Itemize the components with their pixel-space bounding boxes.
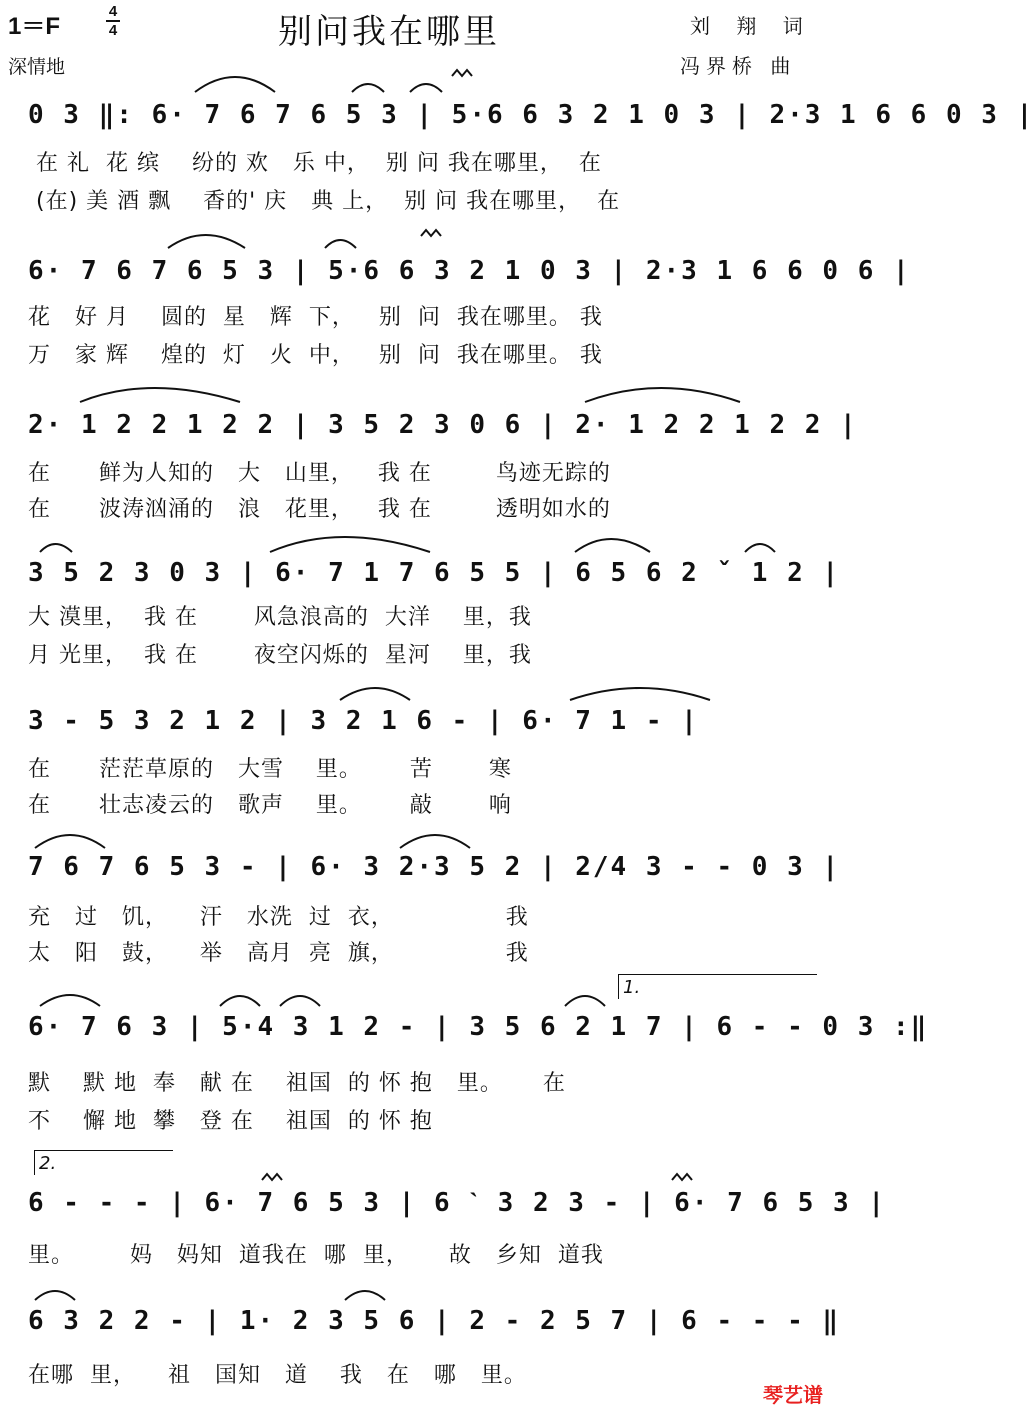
notation-line-9: 6 3 2 2 - | 1· 2 3 5 6 | 2 - 2 5 7 | 6 - - - ‖ (28, 1306, 841, 1336)
lyrics-line-4-verse-2: 月 光里， 我 在 夜空闪烁的 星河 里，我 (28, 643, 532, 668)
lyrics-line-4-verse-1: 大 漠里， 我 在 风急浪高的 大洋 里，我 (28, 605, 532, 630)
lyrics-line-6-verse-2: 太 阳 鼓， 举 高月 亮 旗， 我 (28, 941, 529, 966)
notation-line-5: 3 - 5 3 2 1 2 | 3 2 1 6 - | 6· 7 1 - | (28, 706, 699, 736)
lyrics-line-1-verse-1: 在 礼 花 缤 纷的 欢 乐 中， 别 问 我在哪里， 在 (28, 151, 602, 176)
lyrics-line-8: 里。 妈 妈知 道我在 哪 里， 故 乡知 道我 (28, 1243, 604, 1268)
notation-line-3: 2· 1 2 2 1 2 2 | 3 5 2 3 0 6 | 2· 1 2 2 1 2 2 | (28, 410, 858, 440)
lyrics-line-9: 在哪 里， 祖 国知 道 我 在 哪 里。 (28, 1363, 527, 1388)
notation-line-7: 6· 7 6 3 | 5·4 3 1 2 - | 3 5 6 2 1 7 | 6 - - 0 3 :‖ (28, 1012, 929, 1042)
notation-line-4: 3 5 2 3 0 3 | 6· 7 1 7 6 5 5 | 6 5 6 2 ˇ 1 2 | (28, 558, 841, 588)
lyrics-line-5-verse-2: 在 壮志凌云的 歌声 里。 敲 响 (28, 793, 512, 818)
lyrics-line-5-verse-1: 在 茫茫草原的 大雪 里。 苦 寒 (28, 757, 512, 782)
lyricist-credit: 刘 翔 词 (690, 14, 813, 38)
notation-line-1: 0 3 ‖: 6· 7 6 7 6 5 3 | 5·6 6 3 2 1 0 3 | 2·3 1 6 6 0 3 | (28, 100, 1034, 130)
composer-credit: 冯界桥 曲 (680, 54, 797, 78)
lyrics-line-6-verse-1: 充 过 饥， 汗 水洗 过 衣， 我 (28, 905, 529, 930)
lyrics-line-3-verse-2: 在 波涛汹涌的 浪 花里， 我 在 透明如水的 (28, 497, 611, 522)
time-signature-top: 4 (108, 3, 118, 20)
notation-line-6: 7 6 7 6 5 3 - | 6· 3 2·3 5 2 | 2/4 3 - - 0 3 | (28, 852, 841, 882)
lyrics-line-3-verse-1: 在 鲜为人知的 大 山里， 我 在 鸟迹无踪的 (28, 461, 611, 486)
site-logo: 琴艺谱 (763, 1383, 823, 1407)
second-ending-bracket: 2. (34, 1150, 173, 1175)
first-ending-bracket: 1. (618, 974, 817, 999)
tempo-marking: 深情地 (8, 56, 66, 78)
lyrics-line-2-verse-2: 万 家 辉 煌的 灯 火 中， 别 问 我在哪里。 我 (28, 343, 603, 368)
key-signature: 1＝F (8, 13, 61, 40)
time-signature-bottom: 4 (108, 22, 118, 39)
lyrics-line-7-verse-1: 默 默 地 奉 献 在 祖国 的 怀 抱 里。 在 (28, 1071, 566, 1096)
song-title: 别问我在哪里 (278, 12, 500, 52)
lyrics-line-7-verse-2: 不 懈 地 攀 登 在 祖国 的 怀 抱 (28, 1109, 433, 1134)
lyrics-line-2-verse-1: 花 好 月 圆的 星 辉 下， 别 问 我在哪里。 我 (28, 305, 603, 330)
notation-line-8: 6 - - - | 6· 7 6 5 3 | 6 ˋ 3 2 3 - | 6· 7 6 5 3 | (28, 1188, 887, 1218)
notation-line-2: 6· 7 6 7 6 5 3 | 5·6 6 3 2 1 0 3 | 2·3 1 6 6 0 6 | (28, 256, 911, 286)
lyrics-line-1-verse-2: (在) 美 酒 飘 香的' 庆 典 上， 别 问 我在哪里， 在 (28, 189, 621, 214)
